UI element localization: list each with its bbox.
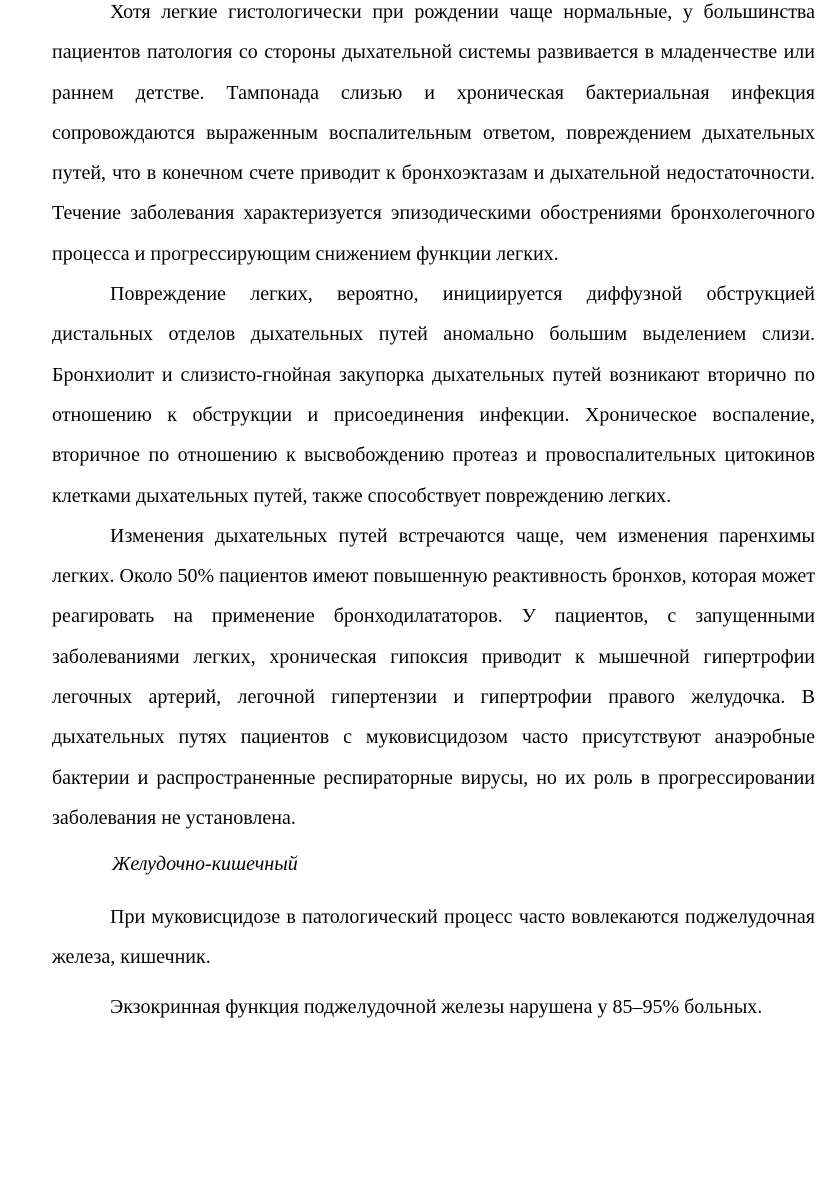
paragraph-lung-damage: Повреждение легких, вероятно, инициируется диффузной обструкцией дистальных отделов дыхательных путей аномально большим выделением слизи. Бронхиолит и слизисто-гнойная закупорка дыхательных путей возникают вторично по отношению к обструкции и присоединения инфекции. Хроническое воспаление, вторичное по отношению к высвобождению протеаз и провоспалительных цитокинов клетками дыхательных путей, также способствует повреждению легких. (52, 283, 815, 507)
document-page (52, 0, 815, 1027)
paragraph-exocrine-function: Экзокринная функция поджелудочной железы нарушена у 85–95% больных. (110, 996, 763, 1019)
section-heading-gastrointestinal: Желудочно-кишечный (112, 853, 298, 876)
paragraph-lung-histology: Хотя легкие гистологически при рождении чаще нормальные, у большинства пациентов патология со стороны дыхательной системы развивается в младенчестве или раннем детстве. Тампонада слизью и хроническая бактериальная инфекция сопровождаются выраженным воспалительным ответом, повреждением дыхательных путей, что в конечном счете приводит к бронхоэктазам и дыхательной недостаточности. Течение заболевания характеризуется эпизодическими обострениями бронхолегочного процесса и прогрессирующим снижением функции легких. (52, 1, 815, 265)
paragraph-airway-changes: Изменения дыхательных путей встречаются чаще, чем изменения паренхимы легких. Около 50% пациентов имеют повышенную реактивность бронхов, которая может реагировать на применение бронходилататоров. У пациентов, с запущенными заболеваниями легких, хроническая гипоксия приводит к мышечной гипертрофии легочных артерий, легочной гипертензии и гипертрофии правого желудочка. В дыхательных путях пациентов с муковисцидозом часто присутствуют анаэробные бактерии и распространенные респираторные вирусы, но их роль в прогрессировании заболевания не установлена. (52, 524, 815, 829)
paragraph-gi-involvement: При муковисцидозе в патологический процесс часто вовлекаются поджелудочная железа, кишечник. (52, 905, 815, 968)
